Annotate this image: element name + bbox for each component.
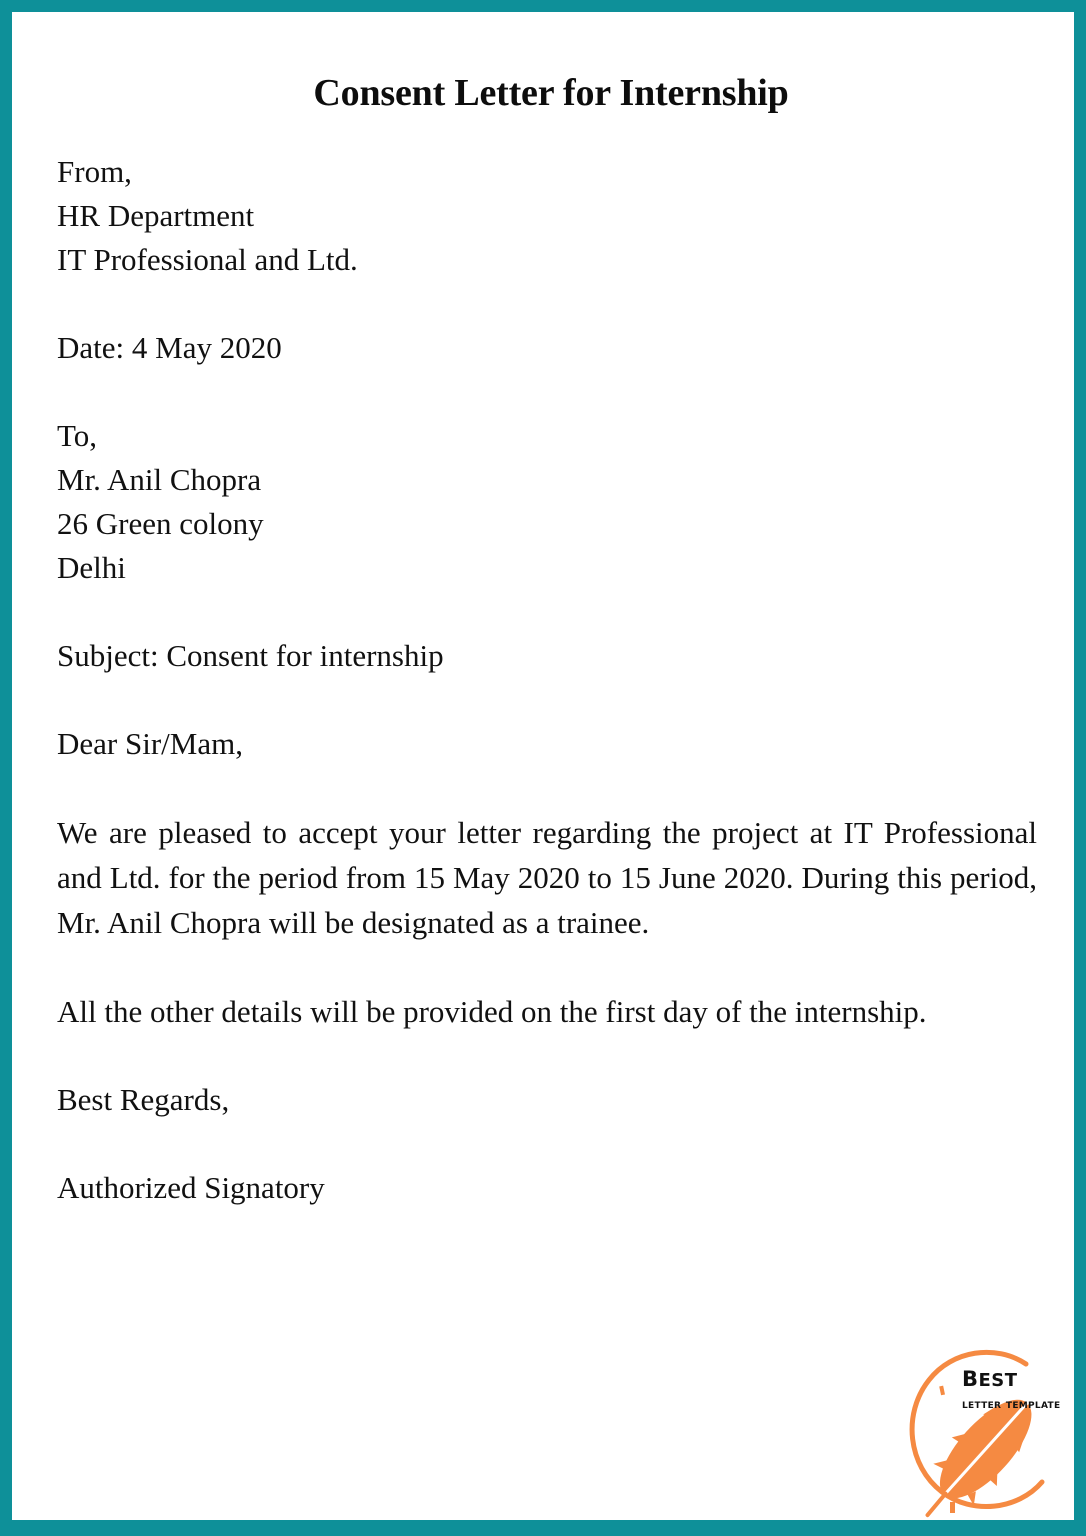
logo-fleck-top-icon [939,1386,945,1396]
recipient-city: Delhi [57,549,126,585]
page-border-left [0,0,12,1536]
spacer-before-signatory [57,1122,1037,1166]
signatory-block [57,1166,1037,1210]
closing-line: Best Regards, [57,1081,230,1117]
page-border-top [0,0,1086,12]
spacer-before-closing [57,1034,1037,1078]
best-letter-template-logo [900,1340,1066,1528]
subject-line: Subject: Consent for internship [57,637,444,673]
date-block [57,326,1037,370]
subject-block [57,634,1037,678]
sender-department: HR Department [57,197,255,233]
body-paragraph-2: All the other details will be provided on the first day of the internship. [57,993,927,1029]
spacer-between-paragraphs [57,945,1037,989]
closing-block [57,1078,1037,1122]
salutation-block [57,722,1037,766]
recipient-to-label: To, [57,417,98,453]
spacer-after-subject [57,678,1037,722]
date-line: Date: 4 May 2020 [57,329,282,365]
spacer-after-date [57,370,1037,414]
body-paragraph-1: We are pleased to accept your letter regarding the project at IT Professional and Ltd. for the period from 15 May 2020 to 15 June 2020. During this period, Mr. Anil Chopra will be designated as a trainee. [57,814,1037,940]
salutation: Dear Sir/Mam, [57,725,243,761]
recipient-block [57,414,1037,590]
signatory-line: Authorized Signatory [57,1169,325,1205]
page-border-right [1074,0,1086,1536]
logo-tagline-text: letter template [962,1396,1061,1411]
sender-block [57,150,1037,282]
recipient-address: 26 Green colony [57,505,264,541]
spacer-after-salutation [57,766,1037,810]
letter-content [57,72,1037,1210]
logo-brand-text: best [962,1359,1018,1394]
recipient-name: Mr. Anil Chopra [57,461,262,497]
page-title: Consent Letter for Internship [313,72,789,114]
sender-company: IT Professional and Ltd. [57,241,358,277]
logo-fleck-bottom-icon [950,1502,955,1513]
spacer-after-sender [57,282,1037,326]
sender-from-label: From, [57,153,132,189]
spacer-after-recipient [57,590,1037,634]
letter-sheet [12,12,1074,1520]
logo-wordmark [962,1359,1074,1411]
